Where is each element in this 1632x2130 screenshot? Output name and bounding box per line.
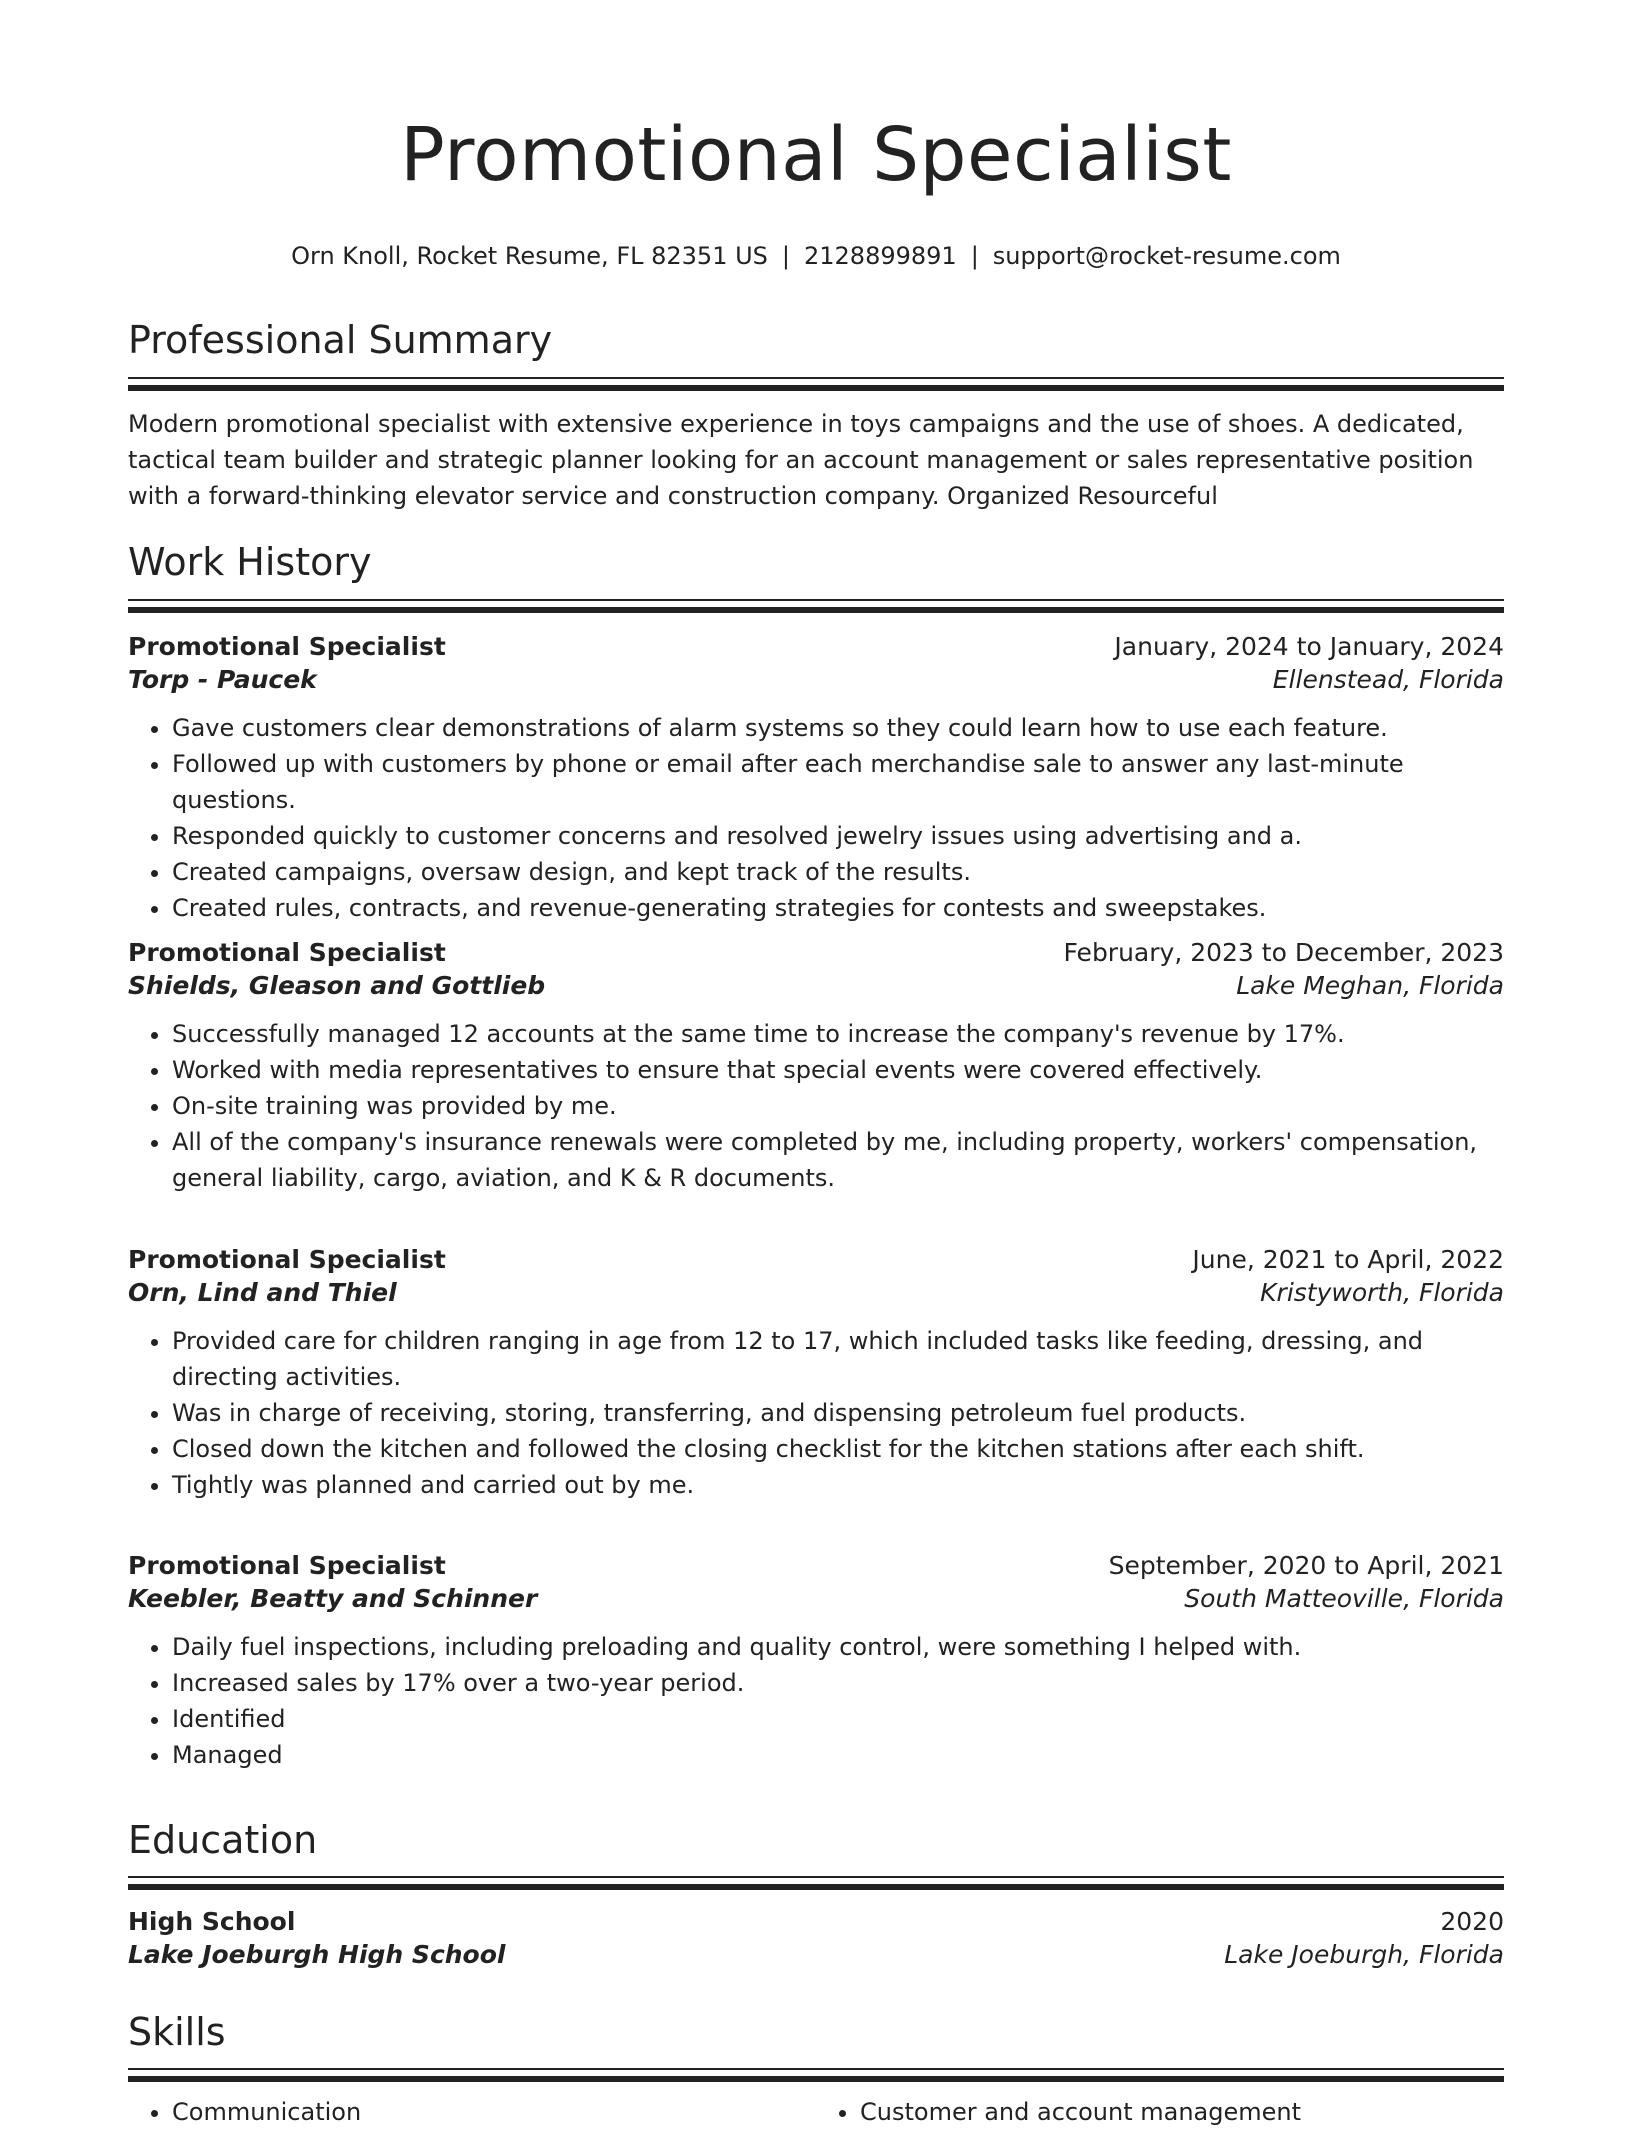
section-title-skills: Skills (128, 2010, 226, 2054)
job-bullet: • Was in charge of receiving, storing, transferring, and dispensing petroleum fuel products. (172, 1395, 1504, 1431)
job-bullet: • Tightly was planned and carried out by me. (172, 1467, 1504, 1503)
job-company: Shields, Gleason and Gottlieb (128, 971, 546, 1000)
job-location: Lake Meghan, Florida (1236, 971, 1504, 1000)
job-dates: September, 2020 to April, 2021 (1108, 1551, 1504, 1580)
education-school: Lake Joeburgh High School (128, 1940, 506, 1969)
job-entry (128, 632, 1504, 926)
job-company: Torp - Paucek (128, 665, 317, 694)
job-dates: January, 2024 to January, 2024 (1114, 632, 1504, 661)
contact-phone: 2128899891 (804, 242, 957, 270)
job-bullets (128, 1016, 1504, 1196)
job-dates: June, 2021 to April, 2022 (1192, 1245, 1504, 1274)
education-year: 2020 (1440, 1907, 1504, 1936)
resume-name: Promotional Specialist (400, 112, 1232, 198)
job-bullet: • Increased sales by 17% over a two-year period. (172, 1665, 1504, 1701)
contact-separator: | (781, 242, 790, 270)
job-bullet: • Created rules, contracts, and revenue-generating strategies for contests and sweepstakes. (172, 890, 1504, 926)
contact-line (128, 242, 1504, 271)
job-company: Keebler, Beatty and Schinner (128, 1584, 538, 1613)
section-divider (128, 1876, 1504, 1881)
skill-item: • Communication (172, 2094, 816, 2130)
section-divider (128, 377, 1504, 382)
job-bullets (128, 1629, 1504, 1773)
contact-address: Orn Knoll, Rocket Resume, FL 82351 US (291, 242, 768, 270)
job-bullet: • Identified (172, 1701, 1504, 1737)
section-title-work-history: Work History (128, 540, 372, 584)
skill-item: • Customer and account management (860, 2094, 1504, 2130)
skills-column (816, 2094, 1504, 2130)
education-location: Lake Joeburgh, Florida (1224, 1940, 1504, 1969)
summary-text: Modern promotional specialist with extensive experience in toys campaigns and the use of shoes. A dedicated, tactical team builder and strategic planner looking for an account management or sales representative position with a forward-thinking elevator service and construction company. Organized Resourceful (128, 410, 1474, 510)
job-bullet: • Responded quickly to customer concerns and resolved jewelry issues using advertising and a. (172, 818, 1504, 854)
job-entry (128, 1551, 1504, 1773)
job-location: Kristyworth, Florida (1260, 1278, 1504, 1307)
job-bullet: • All of the company's insurance renewals were completed by me, including property, workers' compensation, general liability, cargo, aviation, and K & R documents. (172, 1124, 1504, 1196)
job-bullet: • Daily fuel inspections, including preloading and quality control, were something I helped with. (172, 1629, 1504, 1665)
section-title-summary: Professional Summary (128, 318, 553, 362)
job-bullet: • Successfully managed 12 accounts at the same time to increase the company's revenue by 17%. (172, 1016, 1504, 1052)
job-dates: February, 2023 to December, 2023 (1063, 938, 1504, 967)
skills-column (128, 2094, 816, 2130)
section-divider (128, 2068, 1504, 2073)
job-entry (128, 1245, 1504, 1503)
job-bullets (128, 710, 1504, 926)
job-bullet: • Worked with media representatives to ensure that special events were covered effectively. (172, 1052, 1504, 1088)
job-bullet: • Created campaigns, oversaw design, and kept track of the results. (172, 854, 1504, 890)
section-title-education: Education (128, 1818, 318, 1862)
job-bullet: • On-site training was provided by me. (172, 1088, 1504, 1124)
job-company: Orn, Lind and Thiel (128, 1278, 397, 1307)
job-bullets (128, 1323, 1504, 1503)
job-title: Promotional Specialist (128, 1551, 446, 1580)
job-title: Promotional Specialist (128, 938, 446, 967)
job-entry (128, 938, 1504, 1196)
education-degree: High School (128, 1907, 296, 1936)
job-bullet: • Gave customers clear demonstrations of alarm systems so they could learn how to use each feature. (172, 710, 1504, 746)
job-location: Ellenstead, Florida (1272, 665, 1504, 694)
job-bullet: • Managed (172, 1737, 1504, 1773)
contact-email: support@rocket-resume.com (992, 242, 1341, 270)
job-bullet: • Followed up with customers by phone or email after each merchandise sale to answer any last-minute questions. (172, 746, 1504, 818)
section-divider (128, 599, 1504, 604)
job-bullet: • Provided care for children ranging in age from 12 to 17, which included tasks like feeding, dressing, and directing activities. (172, 1323, 1504, 1395)
job-title: Promotional Specialist (128, 1245, 446, 1274)
education-entry (128, 1907, 1504, 1969)
skills-list (128, 2094, 1504, 2130)
contact-separator: | (970, 242, 979, 270)
job-location: South Matteoville, Florida (1184, 1584, 1504, 1613)
job-title: Promotional Specialist (128, 632, 446, 661)
job-bullet: • Closed down the kitchen and followed the closing checklist for the kitchen stations after each shift. (172, 1431, 1504, 1467)
